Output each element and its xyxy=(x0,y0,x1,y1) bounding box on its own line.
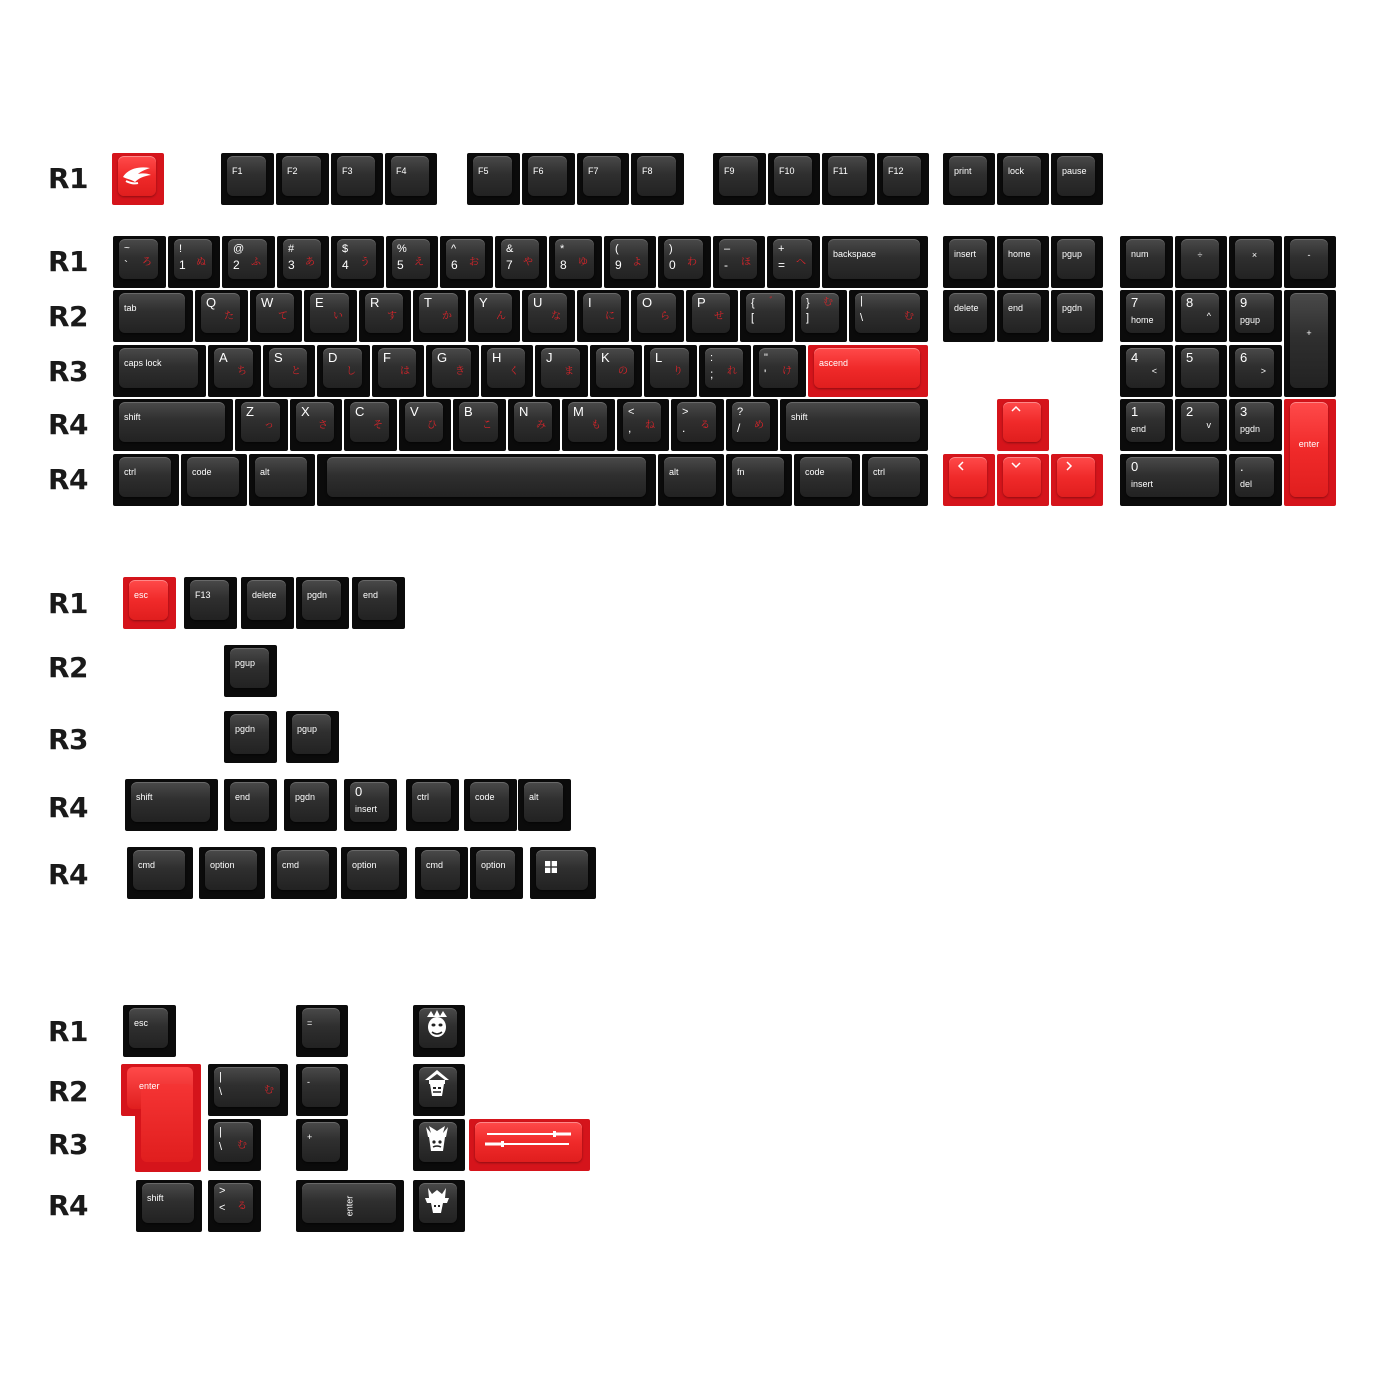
row-label: R1 xyxy=(48,587,89,620)
f9-key: F9 xyxy=(713,153,766,205)
row-label: R4 xyxy=(48,463,89,496)
alt-backslash-wide-key: | \ む xyxy=(208,1064,288,1116)
alt-delete-key: delete xyxy=(241,577,294,629)
0-key: ) 0 わ xyxy=(658,236,711,288)
3-key: # 3 あ xyxy=(277,236,329,288)
y-key: Y ん xyxy=(468,290,520,342)
delete-key: delete xyxy=(943,290,995,342)
row-label: R2 xyxy=(48,651,89,684)
row-label: R2 xyxy=(48,300,89,333)
esc-key-red: esc xyxy=(123,577,176,629)
alt-pgdn-key: pgdn xyxy=(296,577,349,629)
g-key: G き xyxy=(426,345,479,397)
option-key-2: option xyxy=(341,847,407,899)
numlock-key: num xyxy=(1120,236,1173,288)
insert-key: insert xyxy=(943,236,995,288)
4-key: $ 4 う xyxy=(331,236,384,288)
period-key: > . る xyxy=(671,399,724,451)
f10-key: F10 xyxy=(768,153,820,205)
c-key: C そ xyxy=(344,399,397,451)
7-key: & 7 や xyxy=(495,236,547,288)
numpad-6-key: 6 > xyxy=(1229,345,1282,397)
short-shift-key: shift xyxy=(136,1180,202,1232)
pgdn-key: pgdn xyxy=(1051,290,1103,342)
numpad-1-key: 1 end xyxy=(1120,399,1173,451)
2-key: @ 2 ふ xyxy=(222,236,275,288)
slash-key: ? / め xyxy=(726,399,778,451)
x-key: X さ xyxy=(290,399,342,451)
l-key: L り xyxy=(644,345,697,397)
p-key: P せ xyxy=(686,290,738,342)
numpad-3-key: 3 pgdn xyxy=(1229,399,1282,451)
row-label: R1 xyxy=(48,245,89,278)
f11-key: F11 xyxy=(822,153,875,205)
alt-shift-key: shift xyxy=(125,779,218,831)
comma-key: < , ね xyxy=(617,399,669,451)
windows-key xyxy=(530,847,596,899)
arrow-up-icon xyxy=(1011,405,1021,413)
left-code-key: code xyxy=(181,454,247,506)
cmd-key-3: cmd xyxy=(415,847,468,899)
i-key: I に xyxy=(577,290,629,342)
a-key: A ち xyxy=(208,345,261,397)
alt-pgup-r3-key: pgup xyxy=(286,711,339,763)
8-key: * 8 ゆ xyxy=(549,236,602,288)
k-key: K の xyxy=(590,345,642,397)
f6-key: F6 xyxy=(522,153,575,205)
quote-key: " ' け xyxy=(753,345,806,397)
row-label: R2 xyxy=(48,1075,89,1108)
samurai-key-1 xyxy=(413,1005,465,1057)
samurai-key-4 xyxy=(413,1180,465,1232)
r-key: R す xyxy=(359,290,411,342)
numpad-dot-key: . del xyxy=(1229,454,1282,506)
samurai-mask-icon xyxy=(423,1009,451,1041)
bird-logo-icon xyxy=(120,161,154,191)
numpad-0-key: 0 insert xyxy=(1120,454,1227,506)
e-key: E い xyxy=(304,290,357,342)
enter-label: enter xyxy=(139,1081,160,1091)
alt-alt-key: alt xyxy=(518,779,571,831)
row-label: R4 xyxy=(48,408,89,441)
pause-key: pause xyxy=(1051,153,1103,205)
tilde-key: ~ ` ろ xyxy=(113,236,166,288)
samurai-helmet-icon xyxy=(423,1068,451,1100)
fn-key: fn xyxy=(726,454,792,506)
alt-end-r4-key: end xyxy=(224,779,277,831)
o-key: O ら xyxy=(631,290,684,342)
f5-key: F5 xyxy=(467,153,520,205)
end-key: end xyxy=(997,290,1049,342)
row-label: R3 xyxy=(48,723,89,756)
right-alt-key: alt xyxy=(658,454,724,506)
print-key: print xyxy=(943,153,995,205)
katana-spacebar-icon xyxy=(483,1127,573,1151)
numpad-7-key: 7 home xyxy=(1120,290,1173,342)
numpad-multiply-key: × xyxy=(1229,236,1282,288)
alt-backslash-key: | \ む xyxy=(208,1119,261,1171)
vertical-enter-key: enter xyxy=(296,1180,404,1232)
numpad-5-key: 5 xyxy=(1175,345,1227,397)
w-key: W て xyxy=(250,290,302,342)
numpad-9-key: 9 pgup xyxy=(1229,290,1282,342)
row-label: R1 xyxy=(48,1015,89,1048)
t-key: T か xyxy=(413,290,466,342)
f1-key: F1 xyxy=(221,153,274,205)
right-shift-key: shift xyxy=(780,399,928,451)
numpad-4-key: 4 < xyxy=(1120,345,1173,397)
iso-enter-key xyxy=(121,1064,201,1172)
b-key: B こ xyxy=(453,399,506,451)
ascend-key: ascend xyxy=(808,345,928,397)
left-ctrl-key: ctrl xyxy=(113,454,179,506)
alt-pgup-key: pgup xyxy=(224,645,277,697)
alt-code-key: code xyxy=(464,779,517,831)
numpad-divide-key: ÷ xyxy=(1175,236,1227,288)
down-arrow-key xyxy=(997,454,1049,506)
v-key: V ひ xyxy=(399,399,451,451)
caps-lock-key: caps lock xyxy=(113,345,206,397)
d-key: D し xyxy=(317,345,370,397)
1-key: ! 1 ぬ xyxy=(168,236,220,288)
iso-angle-key: > < る xyxy=(208,1180,261,1232)
option-key-1: option xyxy=(199,847,265,899)
left-alt-key: alt xyxy=(249,454,315,506)
pgup-key: pgup xyxy=(1051,236,1103,288)
f13-key: F13 xyxy=(184,577,237,629)
backslash-key: | \ む xyxy=(849,290,928,342)
katana-spacebar-key xyxy=(469,1119,590,1171)
lock-key: lock xyxy=(997,153,1049,205)
f2-key: F2 xyxy=(276,153,329,205)
q-key: Q た xyxy=(195,290,248,342)
alt-numpad-0-key: 0 insert xyxy=(344,779,397,831)
u-key: U な xyxy=(522,290,575,342)
row-label: R4 xyxy=(48,1189,89,1222)
left-arrow-key xyxy=(943,454,995,506)
tab-key: tab xyxy=(113,290,193,342)
left-bracket-key: { [ ゛ xyxy=(740,290,793,342)
option-key-3: option xyxy=(470,847,523,899)
alt-minus-key: - xyxy=(296,1064,348,1116)
row-label: R1 xyxy=(48,162,89,195)
f-key: F は xyxy=(372,345,424,397)
row-label: R3 xyxy=(48,1128,89,1161)
alt-pgdn-r4-key: pgdn xyxy=(284,779,337,831)
9-key: ( 9 よ xyxy=(604,236,656,288)
cmd-key-1: cmd xyxy=(127,847,193,899)
numpad-plus-key: + xyxy=(1284,290,1336,397)
samurai-face-icon xyxy=(423,1123,451,1155)
f4-key: F4 xyxy=(385,153,437,205)
f8-key: F8 xyxy=(631,153,684,205)
samurai-kabuto-icon xyxy=(423,1184,451,1216)
right-code-key: code xyxy=(794,454,860,506)
alt-pgdn-r3-key: pgdn xyxy=(224,711,277,763)
right-arrow-key xyxy=(1051,454,1103,506)
numpad-minus-key: - xyxy=(1284,236,1336,288)
cmd-key-2: cmd xyxy=(271,847,337,899)
alt-end-key: end xyxy=(352,577,405,629)
up-arrow-key xyxy=(997,399,1049,451)
numpad-enter-key: enter xyxy=(1284,399,1336,506)
alt-equals-key: = xyxy=(296,1005,348,1057)
f12-key: F12 xyxy=(877,153,929,205)
alt-plus-key: + xyxy=(296,1119,348,1171)
alt-esc-key: esc xyxy=(123,1005,176,1057)
arrow-down-icon xyxy=(1011,461,1021,469)
backspace-key: backspace xyxy=(822,236,928,288)
h-key: H く xyxy=(481,345,533,397)
arrow-left-icon xyxy=(957,461,965,471)
z-key: Z っ xyxy=(235,399,288,451)
m-key: M も xyxy=(562,399,615,451)
f7-key: F7 xyxy=(577,153,629,205)
numpad-2-key: 2 v xyxy=(1175,399,1227,451)
s-key: S と xyxy=(263,345,315,397)
logo-keycap xyxy=(112,153,164,205)
samurai-key-2 xyxy=(413,1064,465,1116)
f3-key: F3 xyxy=(331,153,383,205)
6-key: ^ 6 お xyxy=(440,236,493,288)
right-bracket-key: } ] む xyxy=(795,290,847,342)
right-ctrl-key: ctrl xyxy=(862,454,928,506)
n-key: N み xyxy=(508,399,560,451)
alt-ctrl-key: ctrl xyxy=(406,779,459,831)
row-label: R4 xyxy=(48,791,89,824)
row-label: R4 xyxy=(48,858,89,891)
row-label: R3 xyxy=(48,355,89,388)
numpad-8-key: 8 ^ xyxy=(1175,290,1227,342)
samurai-key-3 xyxy=(413,1119,465,1171)
windows-logo-icon xyxy=(545,861,557,873)
semicolon-key: : ; れ xyxy=(699,345,751,397)
spacebar-key xyxy=(317,454,656,506)
arrow-right-icon xyxy=(1065,461,1073,471)
left-shift-key: shift xyxy=(113,399,233,451)
5-key: % 5 え xyxy=(386,236,438,288)
minus-key: – - ほ xyxy=(713,236,765,288)
equals-key: + = へ xyxy=(767,236,820,288)
j-key: J ま xyxy=(535,345,588,397)
home-key: home xyxy=(997,236,1049,288)
